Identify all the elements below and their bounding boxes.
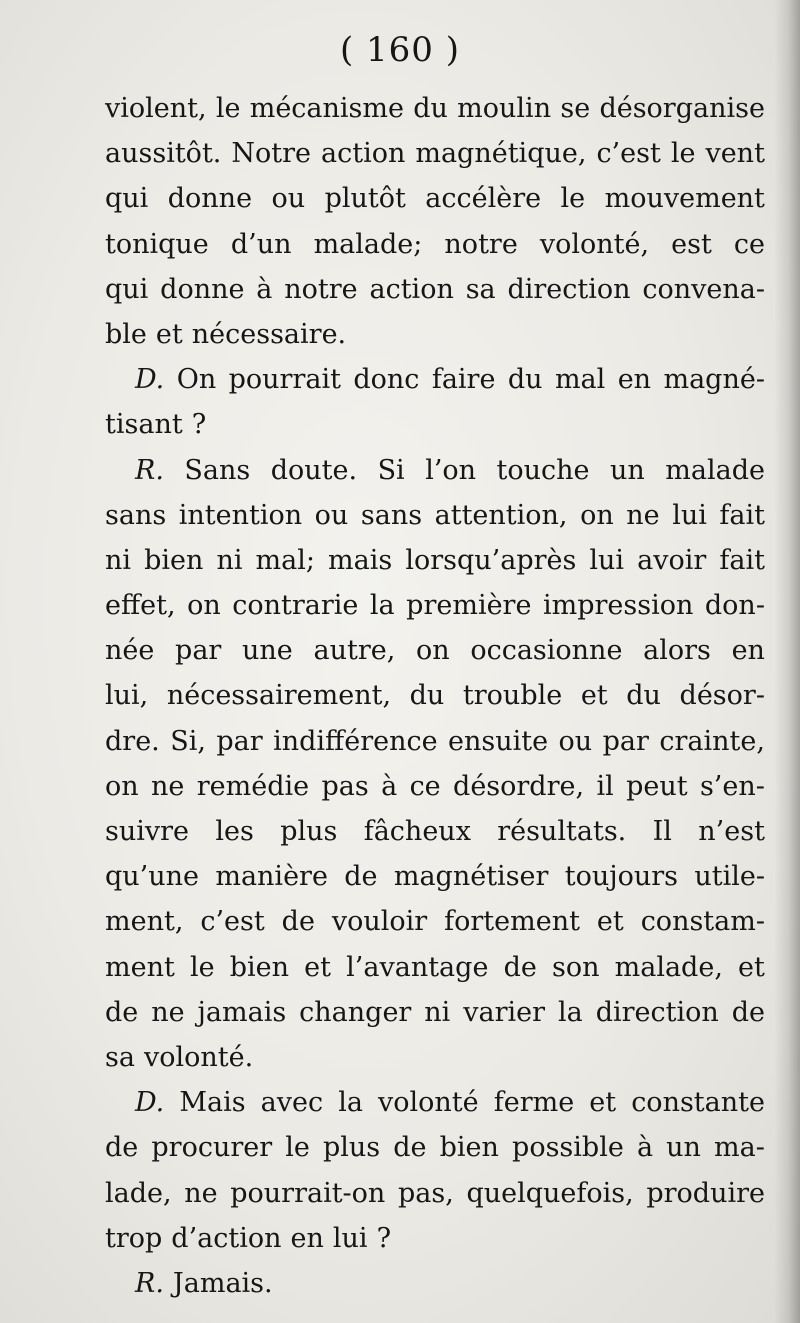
word: alors xyxy=(643,635,711,667)
word: mal; xyxy=(255,544,315,576)
word: à xyxy=(636,1132,654,1164)
word: occasionne xyxy=(470,635,623,667)
word: on xyxy=(580,499,614,531)
word: sa xyxy=(465,273,496,305)
word: manière xyxy=(215,861,328,893)
word: ment xyxy=(105,951,175,983)
word: accélère xyxy=(425,183,542,215)
word: il xyxy=(596,770,614,802)
word: c’est xyxy=(200,906,265,938)
text-line xyxy=(105,809,765,854)
word: en xyxy=(290,1222,324,1254)
word: on xyxy=(187,590,221,622)
text-line xyxy=(105,990,765,1035)
word: Mais xyxy=(179,1087,246,1119)
word: tisant xyxy=(105,409,183,441)
word: ou xyxy=(314,499,349,531)
word: vent xyxy=(705,138,765,170)
word: le xyxy=(670,138,696,170)
word: tonique xyxy=(105,228,209,260)
word: désordre, xyxy=(453,770,585,802)
word: ni xyxy=(216,544,243,576)
word: plus xyxy=(322,1132,381,1164)
word: crainte, xyxy=(659,725,765,757)
word: bien xyxy=(439,1132,499,1164)
word: lui, xyxy=(105,680,149,712)
text-line xyxy=(105,1171,765,1216)
word: de xyxy=(393,1132,427,1164)
word: s’en- xyxy=(699,770,765,802)
word: R. xyxy=(135,454,164,486)
word: D. xyxy=(135,364,165,396)
word: désor- xyxy=(679,680,765,712)
word: Il xyxy=(652,816,672,847)
word: autre, xyxy=(313,635,396,667)
word: la xyxy=(558,996,583,1028)
word: et xyxy=(580,680,608,712)
word: et xyxy=(589,1087,617,1119)
word: faire xyxy=(431,364,496,396)
word: violent, xyxy=(105,93,207,124)
word: du xyxy=(409,680,445,712)
word: avec xyxy=(260,1087,324,1119)
word: du xyxy=(413,93,448,124)
word: magné- xyxy=(663,364,765,396)
word: quelquefois, xyxy=(466,1177,634,1209)
word: moulin xyxy=(457,93,552,124)
page-edge-shadow xyxy=(774,0,800,1323)
word: pourrait xyxy=(228,364,341,396)
word: de xyxy=(344,861,378,893)
word: malade xyxy=(665,454,765,486)
word: plus xyxy=(280,816,338,847)
word: varier xyxy=(463,996,546,1028)
text-line xyxy=(105,1261,765,1306)
word: n’est xyxy=(698,816,765,847)
word: et xyxy=(738,951,765,983)
word: convena- xyxy=(642,273,765,305)
word: direction xyxy=(595,996,719,1028)
text-line xyxy=(105,945,765,990)
word: c’est xyxy=(596,138,661,170)
word: mais xyxy=(328,544,393,576)
word: lui xyxy=(672,499,707,531)
word: et xyxy=(596,906,624,938)
word: qu’une xyxy=(105,861,200,893)
word: toujours xyxy=(564,861,679,893)
text-line xyxy=(105,673,765,718)
word: action xyxy=(321,138,406,170)
word: intention xyxy=(178,499,303,531)
word: mécanisme xyxy=(249,93,404,124)
word: touche xyxy=(496,454,590,486)
word: les xyxy=(215,816,254,847)
word: mal xyxy=(554,364,606,396)
word: première xyxy=(406,590,532,622)
text-line xyxy=(105,448,765,493)
word: fâcheux xyxy=(363,816,471,847)
word: ni xyxy=(424,996,451,1028)
word: ? xyxy=(376,1222,392,1254)
word: née xyxy=(105,635,155,667)
word: notre xyxy=(284,273,358,305)
word: fait xyxy=(719,499,765,531)
word: suivre xyxy=(105,816,190,847)
text-line xyxy=(105,1035,765,1080)
word: bien xyxy=(144,544,204,576)
word: Notre xyxy=(231,138,311,170)
word: volonté xyxy=(378,1087,479,1119)
word: vouloir xyxy=(331,906,428,938)
word: la xyxy=(338,1087,363,1119)
body-text xyxy=(105,86,765,1306)
word: magnétique, xyxy=(415,138,587,170)
text-line xyxy=(105,131,765,176)
word: d’action xyxy=(171,1222,282,1254)
word: Jamais. xyxy=(172,1267,273,1299)
text-line xyxy=(105,312,765,357)
word: ment, xyxy=(105,906,184,938)
word: doute. xyxy=(270,454,358,486)
text-line xyxy=(105,854,765,899)
word: mouvement xyxy=(604,183,765,215)
word: Si xyxy=(377,454,405,486)
word: ne xyxy=(184,1177,218,1209)
word: fortement xyxy=(444,906,580,938)
word: ce xyxy=(409,770,441,802)
word: produire xyxy=(646,1177,765,1209)
word: don- xyxy=(704,590,765,622)
word: un xyxy=(666,1132,701,1164)
word: se xyxy=(560,93,591,124)
word: le xyxy=(285,1132,310,1164)
word: ou xyxy=(558,725,593,757)
word: ble xyxy=(105,318,147,350)
text-line xyxy=(105,86,765,131)
word: volonté. xyxy=(143,1041,254,1073)
text-line xyxy=(105,357,765,402)
text-line xyxy=(105,402,765,447)
word: le xyxy=(189,951,215,983)
text-line xyxy=(105,538,765,583)
word: procurer xyxy=(151,1132,273,1164)
word: à xyxy=(381,770,398,802)
word: la xyxy=(369,590,395,622)
word: par xyxy=(602,725,649,757)
word: avoir xyxy=(637,544,707,576)
word: à xyxy=(256,273,273,305)
word: possible xyxy=(512,1132,624,1164)
word: lorsqu’après xyxy=(405,544,577,576)
word: volonté, xyxy=(539,228,650,260)
word: contrarie xyxy=(232,590,359,622)
word: le xyxy=(215,93,241,124)
text-line xyxy=(105,583,765,628)
word: sans xyxy=(105,499,167,531)
word: notre xyxy=(444,228,518,260)
word: lui xyxy=(589,544,625,576)
word: lui xyxy=(332,1222,368,1254)
word: on xyxy=(105,770,139,802)
text-line xyxy=(105,1125,765,1170)
word: ne xyxy=(626,499,660,531)
word: on xyxy=(415,635,450,667)
word: R. xyxy=(135,1267,164,1299)
word: bien xyxy=(229,951,290,983)
word: ma- xyxy=(714,1132,765,1164)
word: impression xyxy=(542,590,694,622)
text-line xyxy=(105,493,765,538)
page-number: ( 160 ) xyxy=(339,30,461,70)
word: ce xyxy=(733,228,765,260)
word: un xyxy=(610,454,645,486)
word: en xyxy=(617,364,652,396)
word: du xyxy=(507,364,543,396)
word: trop xyxy=(105,1222,163,1254)
word: en xyxy=(731,635,765,667)
word: par xyxy=(175,635,222,667)
word: lade, xyxy=(105,1177,172,1209)
word: de xyxy=(105,1132,139,1164)
word: jamais xyxy=(197,996,287,1028)
word: le xyxy=(560,183,586,215)
word: peut xyxy=(626,770,688,802)
word: ni xyxy=(105,544,132,576)
text-line xyxy=(105,222,765,267)
text-line xyxy=(105,628,765,673)
word: pourrait-on xyxy=(230,1177,386,1209)
word: fait xyxy=(719,544,765,576)
word: action xyxy=(369,273,454,305)
text-line xyxy=(105,764,765,809)
word: trouble xyxy=(462,680,563,712)
word: pas, xyxy=(397,1177,454,1209)
word: On xyxy=(176,364,217,396)
word: donne xyxy=(160,273,245,305)
word: direction xyxy=(507,273,631,305)
word: de xyxy=(503,951,537,983)
word: plutôt xyxy=(324,183,406,215)
text-line xyxy=(105,176,765,221)
word: est xyxy=(671,228,712,260)
word: résultats. xyxy=(497,816,627,847)
word: utile- xyxy=(694,861,765,893)
word: et xyxy=(155,318,183,350)
word: désorganise xyxy=(599,93,765,124)
text-line xyxy=(105,899,765,944)
word: de xyxy=(731,996,765,1028)
word: l’avantage xyxy=(346,951,489,983)
text-line xyxy=(105,1216,765,1261)
word: effet, xyxy=(105,590,176,622)
word: de xyxy=(105,996,139,1028)
word: de xyxy=(281,906,315,938)
word: ne xyxy=(151,996,185,1028)
word: donne xyxy=(167,183,253,215)
word: remédie xyxy=(196,770,310,802)
word: nécessaire. xyxy=(191,318,347,350)
word: constante xyxy=(631,1087,765,1119)
word: indifférence xyxy=(273,725,438,757)
word: ou xyxy=(271,183,306,215)
word: magnétiser xyxy=(393,861,549,893)
word: et xyxy=(304,951,332,983)
word: qui xyxy=(105,183,149,215)
word: pas xyxy=(321,770,369,802)
word: attention, xyxy=(434,499,568,531)
word: sa xyxy=(105,1041,135,1073)
word: son xyxy=(551,951,600,983)
word: Si, xyxy=(170,725,206,757)
text-line xyxy=(105,719,765,764)
word: par xyxy=(216,725,263,757)
word: sans xyxy=(360,499,423,531)
word: du xyxy=(626,680,661,712)
word: une xyxy=(242,635,293,667)
word: nécessairement, xyxy=(166,680,392,712)
word: d’un xyxy=(230,228,292,260)
word: l’on xyxy=(425,454,477,486)
word: malade, xyxy=(614,951,723,983)
word: ne xyxy=(151,770,185,802)
word: malade; xyxy=(313,228,423,260)
word: ensuite xyxy=(448,725,549,757)
word: changer xyxy=(299,996,412,1028)
text-line xyxy=(105,1080,765,1125)
word: constam- xyxy=(640,906,765,938)
word: qui xyxy=(105,273,149,305)
word: aussitôt. xyxy=(105,138,222,170)
text-line xyxy=(105,267,765,312)
word: D. xyxy=(135,1087,165,1119)
word: Sans xyxy=(184,454,251,486)
word: ferme xyxy=(493,1087,575,1119)
word: ? xyxy=(191,409,207,441)
word: dre. xyxy=(105,725,160,757)
word: donc xyxy=(353,364,420,396)
